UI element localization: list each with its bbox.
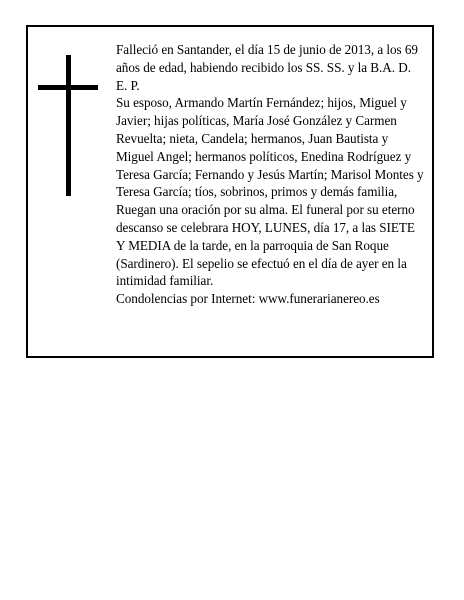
death-announcement: Falleció en Santander, el día 15 de junio de 2013, a los 69 años de edad, habiendo recibido los SS. SS. y la B.A. D. E. P. <box>116 42 418 93</box>
condolences-line: Condolencias por Internet: www.funerarianereo.es <box>116 291 380 307</box>
funeral-details: Ruegan una oración por su alma. El funeral por su eterno descanso se celebrara HOY, LUNES, día 17, a las SIETE Y MEDIA de la tarde, en la parroquia de San Roque (Sardinero). El sepelio se efectuó en el día de ayer en la intimidad familiar. <box>116 202 415 289</box>
obituary-notice <box>26 25 434 358</box>
cross-horizontal-bar <box>38 85 98 90</box>
family-list: Su esposo, Armando Martín Fernández; hijos, Miguel y Javier; hijas políticas, María José González y Carmen Revuelta; nieta, Candela; hermanos, Juan Bautista y Miguel Angel; hermanos políticos, Enedina Rodríguez y Teresa García; Fernando y Jesús Martín; Marisol Montes y Teresa García; tíos, sobrinos, primos y demás familia, <box>116 95 424 200</box>
cross-vertical-bar <box>66 55 71 196</box>
obituary-text <box>116 41 424 308</box>
